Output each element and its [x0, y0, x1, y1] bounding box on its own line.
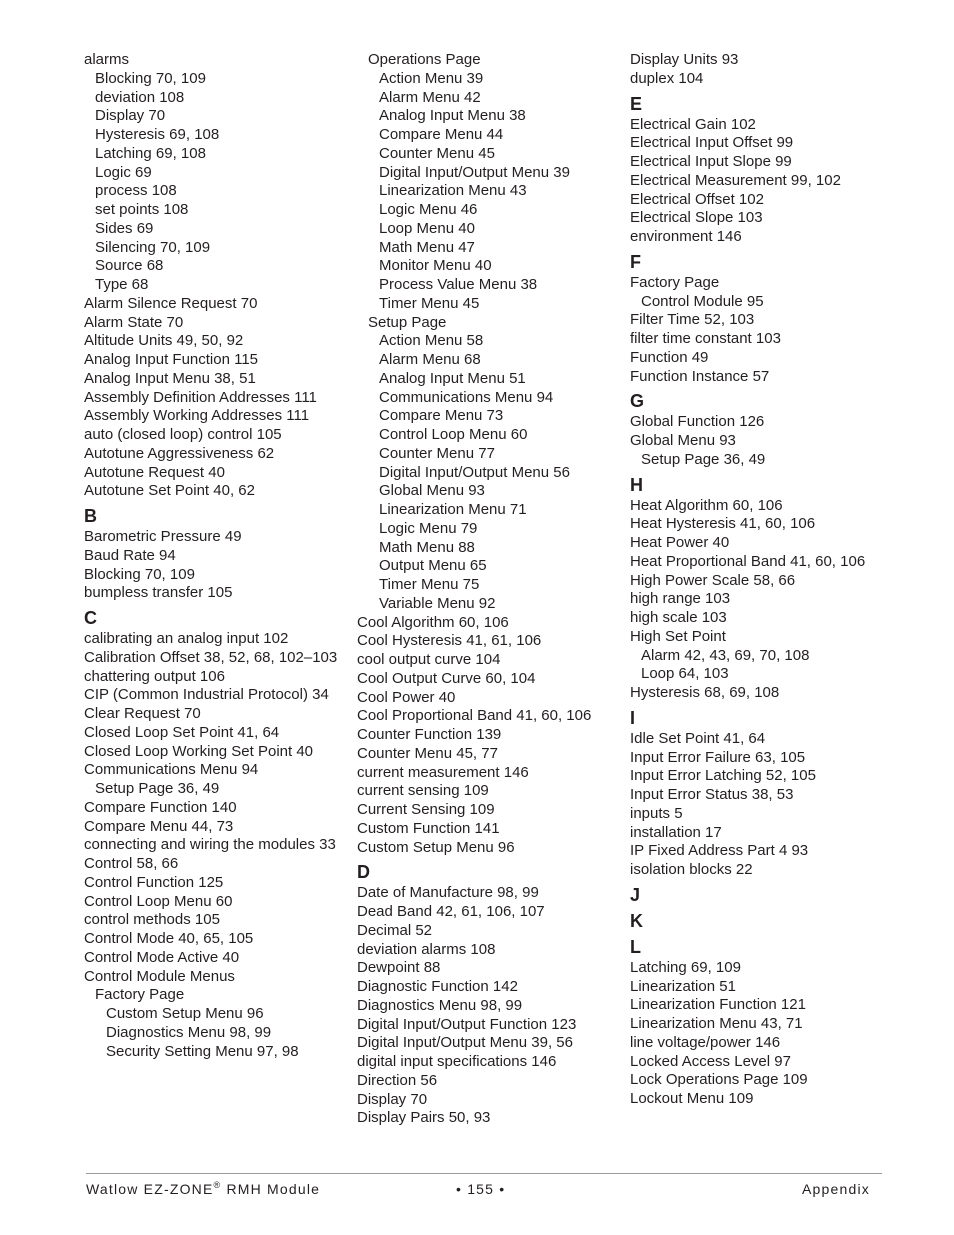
index-entry: Control Module Menus	[84, 967, 235, 985]
index-entry: Function Instance 57	[630, 367, 770, 385]
index-entry: Assembly Working Addresses 111	[84, 407, 310, 425]
index-entry: Diagnostics Menu 98, 99	[357, 996, 523, 1014]
index-entry: Counter Function 139	[357, 726, 502, 743]
index-entry: Display 70	[357, 1090, 428, 1108]
footer-section: Appendix	[802, 1181, 870, 1197]
index-entry: Locked Access Level 97	[630, 1052, 791, 1070]
index-entry: Custom Setup Menu 96	[357, 838, 515, 856]
index-entry: Control Function 125	[84, 873, 224, 891]
section-letter: L	[630, 936, 641, 957]
index-entry: High Set Point	[630, 627, 726, 645]
index-entry: Heat Algorithm 60, 106	[630, 496, 783, 514]
index-entry: connecting and wiring the modules 33	[84, 836, 336, 854]
index-entry: Display Pairs 50, 93	[357, 1109, 491, 1127]
index-entry: Function 49	[630, 348, 709, 366]
index-entry: isolation blocks 22	[630, 861, 753, 878]
index-entry: Filter Time 52, 103	[630, 311, 755, 329]
index-entry: Calibration Offset 38, 52, 68, 102–103	[84, 648, 338, 666]
section-letter: K	[630, 910, 643, 931]
index-entry: bumpless transfer 105	[84, 584, 233, 602]
index-entry: CIP (Common Industrial Protocol) 34	[84, 686, 329, 704]
index-subsubentry: Global Menu 93	[379, 482, 485, 500]
index-entry: alarms	[84, 51, 130, 68]
index-entry: Diagnostic Function 142	[357, 978, 518, 995]
section-letter: F	[630, 251, 641, 272]
index-entry: auto (closed loop) control 105	[84, 426, 282, 443]
index-entry: Autotune Aggressiveness 62	[84, 444, 275, 462]
index-subsubentry: Action Menu 39	[379, 69, 484, 87]
index-entry: Global Function 126	[630, 413, 765, 431]
index-subentry: process 108	[95, 182, 177, 200]
index-subsubentry: Digital Input/Output Menu 39	[379, 163, 570, 181]
footer-product-name: RMH Module	[221, 1181, 321, 1197]
index-entry: Communications Menu 94	[84, 761, 259, 779]
index-subsubentry: Compare Menu 44	[379, 126, 504, 143]
index-subsubentry: Compare Menu 73	[379, 407, 504, 425]
index-subsubentry: Custom Setup Menu 96	[106, 1005, 264, 1022]
section-letter: C	[84, 608, 97, 628]
index-subentry: Setup Page 36, 49	[95, 780, 220, 797]
index-entry: Factory Page	[630, 273, 720, 291]
index-entry: Decimal 52	[357, 921, 433, 939]
index-entry: Display Units 93	[630, 51, 739, 68]
index-subentry: Loop 64, 103	[641, 665, 729, 683]
index-entry: Input Error Status 38, 53	[630, 786, 794, 803]
index-entry: inputs 5	[630, 804, 683, 822]
index-entry: Electrical Offset 102	[630, 190, 764, 208]
index-subentry: Control Module 95	[641, 292, 764, 310]
index-entry: Electrical Input Slope 99	[630, 153, 792, 170]
index-subentry: Setup Page 36, 49	[641, 450, 766, 468]
registered-mark: ®	[213, 1180, 222, 1190]
index-subentry: Setup Page	[368, 313, 447, 331]
index-entry: Electrical Slope 103	[630, 209, 763, 227]
index-subentry: deviation 108	[95, 88, 185, 106]
index-entry: Digital Input/Output Menu 39, 56	[357, 1034, 573, 1052]
index-subsubentry: Monitor Menu 40	[379, 257, 492, 275]
index-entry: Heat Power 40	[630, 534, 730, 551]
index-entry: Compare Function 140	[84, 798, 237, 816]
index-column-3	[630, 51, 900, 1109]
index-subsubentry: Variable Menu 92	[379, 594, 496, 612]
index-entry: Input Error Failure 63, 105	[630, 748, 806, 766]
index-entry: Dead Band 42, 61, 106, 107	[357, 903, 545, 920]
index-entry: Autotune Set Point 40, 62	[84, 482, 255, 500]
index-column-2	[357, 51, 622, 1128]
section-letter: H	[630, 474, 643, 495]
index-entry: control methods 105	[84, 911, 220, 929]
index-entry: Analog Input Function 115	[84, 351, 259, 368]
index-entry: current measurement 146	[357, 763, 529, 781]
index-entry: Global Menu 93	[630, 432, 736, 449]
index-subsubentry: Counter Menu 45	[379, 144, 495, 162]
index-subsubentry: Timer Menu 75	[379, 576, 480, 593]
index-subsubentry: Communications Menu 94	[379, 388, 554, 406]
index-entry: Cool Proportional Band 41, 60, 106	[357, 707, 592, 725]
section-letter: E	[630, 93, 643, 114]
index-entry: line voltage/power 146	[630, 1033, 781, 1051]
index-subentry: Hysteresis 69, 108	[95, 126, 220, 143]
index-subsubentry: Counter Menu 77	[379, 444, 495, 462]
section-letter: J	[630, 884, 641, 905]
index-entry: Closed Loop Working Set Point 40	[84, 742, 314, 760]
index-entry: Heat Hysteresis 41, 60, 106	[630, 515, 816, 533]
index-entry: Linearization 51	[630, 977, 736, 995]
index-entry: Baud Rate 94	[84, 546, 176, 564]
index-entry: Electrical Gain 102	[630, 115, 756, 133]
index-subentry: Type 68	[95, 276, 149, 293]
index-entry: Electrical Input Offset 99	[630, 134, 794, 152]
index-entry: installation 17	[630, 823, 722, 841]
index-subsubentry: Timer Menu 45	[379, 294, 480, 312]
index-subentry: Operations Page	[368, 51, 481, 68]
index-entry: Control 58, 66	[84, 855, 179, 872]
section-letter: G	[630, 391, 645, 412]
index-entry: Latching 69, 109	[630, 958, 741, 976]
index-subsubentry: Alarm Menu 68	[379, 351, 481, 368]
section-letter: I	[630, 707, 636, 728]
index-subsubentry: Analog Input Menu 51	[379, 369, 526, 387]
index-entry: deviation alarms 108	[357, 940, 496, 958]
index-subentry: Source 68	[95, 257, 164, 275]
index-entry: Digital Input/Output Function 123	[357, 1015, 577, 1033]
footer-brand: Watlow EZ-ZONE	[86, 1181, 214, 1197]
index-subsubentry: Action Menu 58	[379, 332, 484, 350]
index-entry: Heat Proportional Band 41, 60, 106	[630, 552, 866, 570]
index-subentry: Sides 69	[95, 219, 154, 237]
index-subentry: Factory Page	[95, 986, 185, 1004]
index-subsubentry: Logic Menu 79	[379, 519, 478, 537]
index-entry: environment 146	[630, 228, 742, 245]
index-subentry: Latching 69, 108	[95, 144, 206, 162]
index-entry: Counter Menu 45, 77	[357, 744, 498, 762]
index-column-1	[84, 51, 349, 1061]
index-entry: Alarm Silence Request 70	[84, 294, 258, 312]
index-entry: Date of Manufacture 98, 99	[357, 884, 539, 902]
index-entry: Current Sensing 109	[357, 801, 495, 818]
index-entry: Cool Algorithm 60, 106	[357, 613, 509, 631]
index-entry: Input Error Latching 52, 105	[630, 767, 816, 785]
index-subsubentry: Loop Menu 40	[379, 219, 475, 237]
index-entry: Clear Request 70	[84, 705, 201, 722]
index-entry: IP Fixed Address Part 4 93	[630, 842, 809, 860]
index-entry: Analog Input Menu 38, 51	[84, 369, 256, 387]
index-entry: Idle Set Point 41, 64	[630, 729, 766, 747]
index-subsubentry: Linearization Menu 43	[379, 182, 527, 200]
index-entry: current sensing 109	[357, 782, 489, 800]
footer-product	[86, 1181, 320, 1197]
index-entry: Altitude Units 49, 50, 92	[84, 332, 244, 350]
index-subsubentry: Analog Input Menu 38	[379, 107, 526, 125]
index-entry: calibrating an analog input 102	[84, 630, 289, 647]
index-entry: High Power Scale 58, 66	[630, 571, 796, 589]
index-subentry: set points 108	[95, 201, 189, 218]
index-entry: Direction 56	[357, 1071, 438, 1089]
page-number: • 155 •	[456, 1181, 506, 1197]
index-entry: Cool Power 40	[357, 688, 456, 706]
index-entry: cool output curve 104	[357, 651, 501, 668]
index-entry: Control Mode 40, 65, 105	[84, 930, 254, 947]
index-entry: Autotune Request 40	[84, 463, 225, 481]
index-entry: Control Mode Active 40	[84, 948, 240, 966]
index-subsubentry: Output Menu 65	[379, 557, 487, 575]
index-entry: high range 103	[630, 590, 731, 608]
index-subsubentry: Math Menu 47	[379, 238, 475, 256]
index-entry: high scale 103	[630, 609, 727, 626]
index-entry: Hysteresis 68, 69, 108	[630, 684, 780, 701]
section-letter: D	[357, 862, 370, 883]
index-subsubentry: Security Setting Menu 97, 98	[106, 1042, 299, 1060]
index-entry: Barometric Pressure 49	[84, 528, 242, 545]
index-entry: Closed Loop Set Point 41, 64	[84, 723, 280, 741]
index-entry: Assembly Definition Addresses 111	[84, 388, 317, 406]
index-entry: Blocking 70, 109	[84, 565, 195, 583]
index-subsubentry: Logic Menu 46	[379, 201, 478, 218]
index-entry: Cool Output Curve 60, 104	[357, 669, 536, 687]
index-entry: Linearization Function 121	[630, 996, 806, 1014]
index-subsubentry: Diagnostics Menu 98, 99	[106, 1023, 272, 1041]
index-entry: Cool Hysteresis 41, 61, 106	[357, 632, 542, 650]
index-subsubentry: Math Menu 88	[379, 538, 475, 556]
index-entry: Electrical Measurement 99, 102	[630, 171, 841, 189]
index-entry: chattering output 106	[84, 667, 225, 685]
index-subsubentry: Process Value Menu 38	[379, 276, 538, 293]
index-subentry: Silencing 70, 109	[95, 238, 211, 256]
index-subentry: Display 70	[95, 107, 166, 125]
index-subentry: Logic 69	[95, 163, 152, 181]
section-letter: B	[84, 506, 97, 526]
index-entry: Custom Function 141	[357, 819, 500, 837]
index-entry: Dewpoint 88	[357, 959, 441, 977]
index-entry: Control Loop Menu 60	[84, 892, 233, 910]
index-entry: Lock Operations Page 109	[630, 1071, 808, 1089]
index-subsubentry: Linearization Menu 71	[379, 501, 527, 518]
index-subentry: Blocking 70, 109	[95, 69, 206, 87]
index-entry: Lockout Menu 109	[630, 1090, 754, 1107]
index-subsubentry: Digital Input/Output Menu 56	[379, 463, 570, 481]
footer-rule	[86, 1173, 882, 1174]
index-entry: duplex 104	[630, 69, 704, 87]
index-entry: digital input specifications 146	[357, 1053, 557, 1070]
index-entry: filter time constant 103	[630, 330, 781, 347]
index-entry: Linearization Menu 43, 71	[630, 1015, 803, 1032]
index-subsubentry: Control Loop Menu 60	[379, 426, 528, 443]
index-entry: Alarm State 70	[84, 313, 184, 331]
index-entry: Compare Menu 44, 73	[84, 817, 234, 835]
index-subsubentry: Alarm Menu 42	[379, 88, 481, 106]
index-subentry: Alarm 42, 43, 69, 70, 108	[641, 646, 810, 664]
